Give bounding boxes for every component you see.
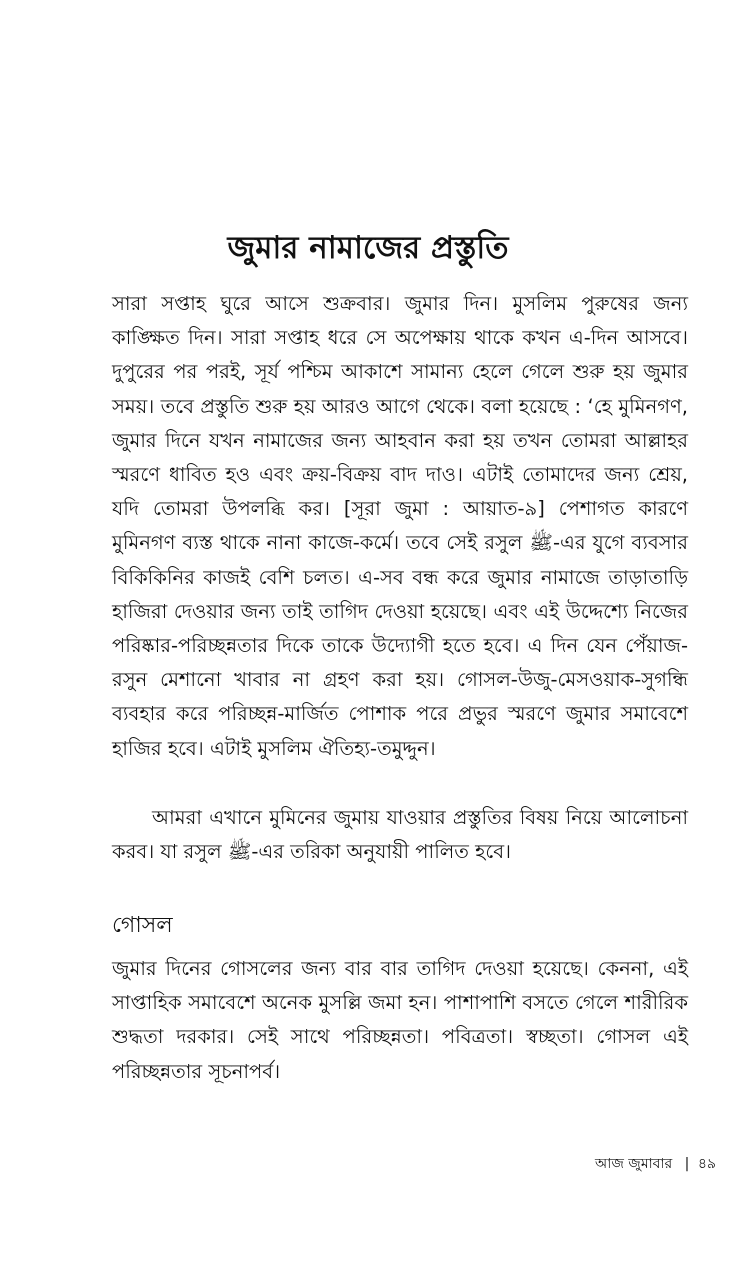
intro-paragraph-indented: আমরা এখানে মুমিনের জুমায় যাওয়ার প্রস্তুতির বিষয় নিয়ে আলোচনা করব। যা রসুল ﷺ-এর তরিকা অনুযায়ী পালিত হবে। <box>112 806 688 864</box>
intro-paragraph: সারা সপ্তাহ ঘুরে আসে শুক্রবার। জুমার দিন। মুসলিম পুরুষের জন্য কাঙ্ক্ষিত দিন। সারা সপ্তাহ ধরে সে অপেক্ষায় থাকে কখন এ-দিন আসবে। দুপুরের পর পরই, সূর্য পশ্চিম আকাশে সামান্য হেলে গেলে শুরু হয় জুমার সময়। তবে প্রস্তুতি শুরু হয় আরও আগে থেকে। বলা হয়েছে : ‘হে মুমিনগণ, জুমার দিনে যখন নামাজের জন্য আহবান করা হয় তখন তোমরা আল্লাহর স্মরণে ধাবিত হও এবং ক্রয়-বিক্রয় বাদ দাও। এটাই তোমাদের জন্য শ্রেয়, যদি তোমরা উপলব্ধি কর। [সূরা জুমা : আয়াত-৯] পেশাগত কারণে মুমিনগণ ব্যস্ত থাকে নানা কাজে-কর্মে। তবে সেই রসুল ﷺ-এর যুগে ব্যবসার বিকিকিনির কাজই বেশি চলত। এ-সব বন্ধ করে জুমার নামাজে তাড়াতাড়ি হাজিরা দেওয়ার জন্য তাই তাগিদ দেওয়া হয়েছে। এবং এই উদ্দেশ্যে নিজের পরিষ্কার-পরিচ্ছন্নতার দিকে তাকে উদ্যোগী হতে হবে। এ দিন যেন পেঁয়াজ-রসুন মেশানো খাবার না গ্রহণ করা হয়। গোসল-উজু-মেসওয়াক-সুগন্ধি ব্যবহার করে পরিচ্ছন্ন-মার্জিত পোশাক পরে প্রভুর স্মরণে জুমার সমাবেশে হাজির হবে। এটাই মুসলিম ঐতিহ্য-তমুদ্দুন। <box>112 292 689 760</box>
footer-separator: | <box>684 1156 690 1172</box>
running-footer-title: আজ জুমাবার <box>594 1156 673 1172</box>
section-paragraph: জুমার দিনের গোসলের জন্য বার বার তাগিদ দেওয়া হয়েছে। কেননা, এই সাপ্তাহিক সমাবেশে অনেক মুসল্লি জমা হন। পাশাপাশি বসতে গেলে শারীরিক শুদ্ধতা দরকার। সেই সাথে পরিচ্ছন্নতা। পবিত্রতা। স্বচ্ছতা। গোসল এই পরিচ্ছন্নতার সূচনাপর্ব। <box>112 957 688 1083</box>
page-footer <box>595 1152 716 1176</box>
chapter-title: জুমার নামাজের প্রস্তুতি <box>227 230 509 266</box>
section-heading: গোসল <box>112 913 173 938</box>
page-number: ৪৯ <box>697 1156 716 1172</box>
